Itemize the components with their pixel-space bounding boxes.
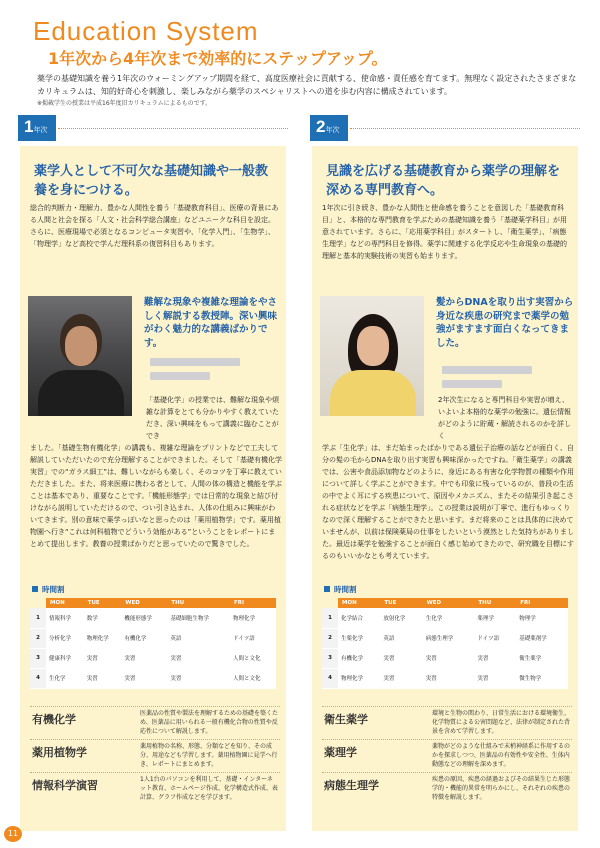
table-row: 1 化学結合 放射化学 生化学 薬理学 物理学 <box>322 608 568 628</box>
student-affiliation-blurred <box>442 380 502 388</box>
table-row: 2 分析化学 物理化学 有機化学 英語 ドイツ語 <box>30 628 276 648</box>
table-row: 1 情報科学 数学 機能形態学 基礎細胞生物学 物理化学 <box>30 608 276 628</box>
year1-panel <box>20 146 286 831</box>
page-subtitle: 1年次から4年次まで効率的にステップアップ。 <box>48 49 388 68</box>
year1-body: 総合的判断力・理解力、豊かな人間性を養う「基礎教育科目」、医療の背景にある人間と社会を探る「人文・社会科学総合講座」などユニークな科目を設定。さらに、医療現場で必須となるコンピュータ実習や、「化学入門」、「生物学」、「物理学」など高校で学んだ理科系の復習科目もあります。 <box>30 204 279 248</box>
table-row: 2 生薬化学 英語 病態生理学 ドイツ語 基礎薬剤学 <box>322 628 568 648</box>
page-number: 11 <box>4 826 22 842</box>
table-row: 4 物理化学 実習 実習 実習 微生物学 <box>322 668 568 688</box>
subject-item: 薬用植物学 薬用植物の名称、形態、分類などを知り、その成分、用途なども学習します。薬用植物園に見学へ行き、レポートにまとめます。 <box>30 739 280 767</box>
student-name-blurred <box>150 358 240 366</box>
year2-quote: 髪からDNAを取り出す実習から身近な疾患の研究まで薬学の勉強がますます面白くなってきました。 <box>436 297 574 349</box>
year1-badge: 1年次 <box>18 115 56 141</box>
student-affiliation-blurred <box>150 372 210 380</box>
subject-item: 有機化学 医薬品の性質や製法を理解するための基礎を築くため、医薬品に用いられる一般有機化合物の性質や反応性について解説します。 <box>30 706 280 734</box>
year2-panel <box>312 146 578 831</box>
subject-item: 衛生薬学 環境と生物の関わり、日常生活における環境衛生、化学物質による公害問題など、法律が制定された背景を含めて学習します。 <box>322 706 572 734</box>
divider <box>58 128 288 129</box>
year1-quote: 難解な現象や複雑な理論をやさしく解説する教授陣。深い興味がわく魅力的な講義ばかりです。 <box>144 297 278 349</box>
subject-item: 情報科学演習 1人1台のパソコンを利用して、基礎・インターネット教育、ホームページ作成、化学構造式作成、表計算、グラフ作成などを学びます。 <box>30 772 280 800</box>
timetable-label: 時間割 <box>324 584 357 595</box>
page-title: Education System <box>33 16 259 46</box>
year2-headline: 見識を広げる基礎教育から薬学の理解を深める専門教育へ。 <box>326 164 561 198</box>
year2-timetable: MON TUE WED THU FRI 1 化学結合 放射化学 生化学 薬理学 物理学 2 生薬化学 英語 病態生理学 ドイツ語 基礎薬剤学 3 有機化学 実習 実習 実習 衛生薬学 4 物理化学 実習 実習 実習 微生物学 <box>322 598 568 689</box>
divider <box>350 128 580 129</box>
student-name-blurred <box>442 366 532 374</box>
year2-interview: 2年次生になると専門科目や実習が増え、いよいよ本格的な薬学の勉強に。遺伝情報がどのように貯蔵・解読されるのかを詳しく 学ぶ「生化学」は、まだ始まったばかりである遺伝子治療の話などが面白く、自分の髪の毛からDNAを取り出す実習も興味深かったですね。「衛生薬学」の講義では、公害や食品添加物などのように、身近にある有害な化学物質の種類や作用について詳しく学ぶことができます。中でも印象に残っているのが、普段の生活の中でよく耳にする疾患について、原因やメカニズム、またその結果引き起こされる症状などを学ぶ「病態生理学」。この授業は説明が丁寧で、進行もゆっくりなので深く理解することができたと思います。まだ将来のことは具体的に決めていませんが、以前は保険薬局の仕事をしたいという漠然とした気持ちがありました。最近は薬学を勉強することが面白く感じ始めてきたので、研究職を目標にするのもいいかなとも考えています。 <box>322 396 574 560</box>
subject-item: 病態生理学 疾患の原因、疾患の経過およびその結果生じた形態学的・機能的異常を明らかにし、それぞれの疾患の特徴を解説します。 <box>322 772 572 800</box>
year2-body: 1年次に引き続き、豊かな人間性と使命感を養うことを意図した「基礎教育科目」と、本格的な専門教育を学ぶための基礎知識を養う「基礎薬学科目」が用意されています。さらに、「応用薬学科目」がスタートし、「衛生薬学」、「病態生理学」などの専門科目を修得。薬学に関連する化学反応や生命現象の基礎的理解と基本的実験技術の実習も始まります。 <box>322 204 567 260</box>
year2-badge: 2年次 <box>310 115 348 141</box>
intro-text: 薬学の基礎知識を養う1年次のウォーミングアップ期間を経て、高度医療社会に貢献する、使命感・責任感を育てます。無理なく設定されたさまざまなカリキュラムは、知的好奇心を刺激し、楽しみながら薬学のスペシャリストへの道を歩む内容に構成されています。 <box>37 74 577 96</box>
footnote: ※掲載学生の授業は平成16年度旧カリキュラムによるものです。 <box>37 100 212 107</box>
subject-item: 薬理学 薬物がどのような仕組みで末梢神経系に作用するのかを探求しつつ、医薬品の有効性や安全性、生体内動態などの理解を深めます。 <box>322 739 572 767</box>
table-row: 3 健康科学 実習 実習 実習 人間と文化 <box>30 648 276 668</box>
table-row: 3 有機化学 実習 実習 実習 衛生薬学 <box>322 648 568 668</box>
year1-interview: 「基礎化学」の授業では、難解な現象や煩雑な計算をとても分かりやすく教えていただき、深い興味をもって講義に臨むことができ ました。「基礎生物有機化学」の講義も、複雑な理論をプリントなどで工夫して解説していただいたので充分理解することができました。そして「基礎有機化学実習」での“ガラス細工”は、難しいながらも楽しく、そのコツを丁寧に教えていただきました。また、将来医療に携わる者として、人間の体の構造と機能を学ぶことは基本であり、重要なことです。「機能形態学」では日常的な現象と結び付けながら説明していただけるので、つい引き込まれ、人体の仕組みに興味がわいてきます。別の意味で薬学っぽいなと思ったのは「薬用植物学」です。薬用植物園へ行き“これは何科植物でどういう効能がある”ということをレポートにまとめて提出します。教養の授業ばかりだと思っていたので驚きでした。 <box>30 396 282 548</box>
year1-headline: 薬学人として不可欠な基礎知識や一般教養を身につける。 <box>34 164 269 198</box>
year1-timetable: MON TUE WED THU FRI 1 情報科学 数学 機能形態学 基礎細胞生物学 物理化学 2 分析化学 物理化学 有機化学 英語 ドイツ語 3 健康科学 実習 実習 実習 人間と文化 4 生化学 実習 実習 実習 人間と文化 <box>30 598 276 689</box>
table-row: 4 生化学 実習 実習 実習 人間と文化 <box>30 668 276 688</box>
timetable-label: 時間割 <box>32 584 65 595</box>
